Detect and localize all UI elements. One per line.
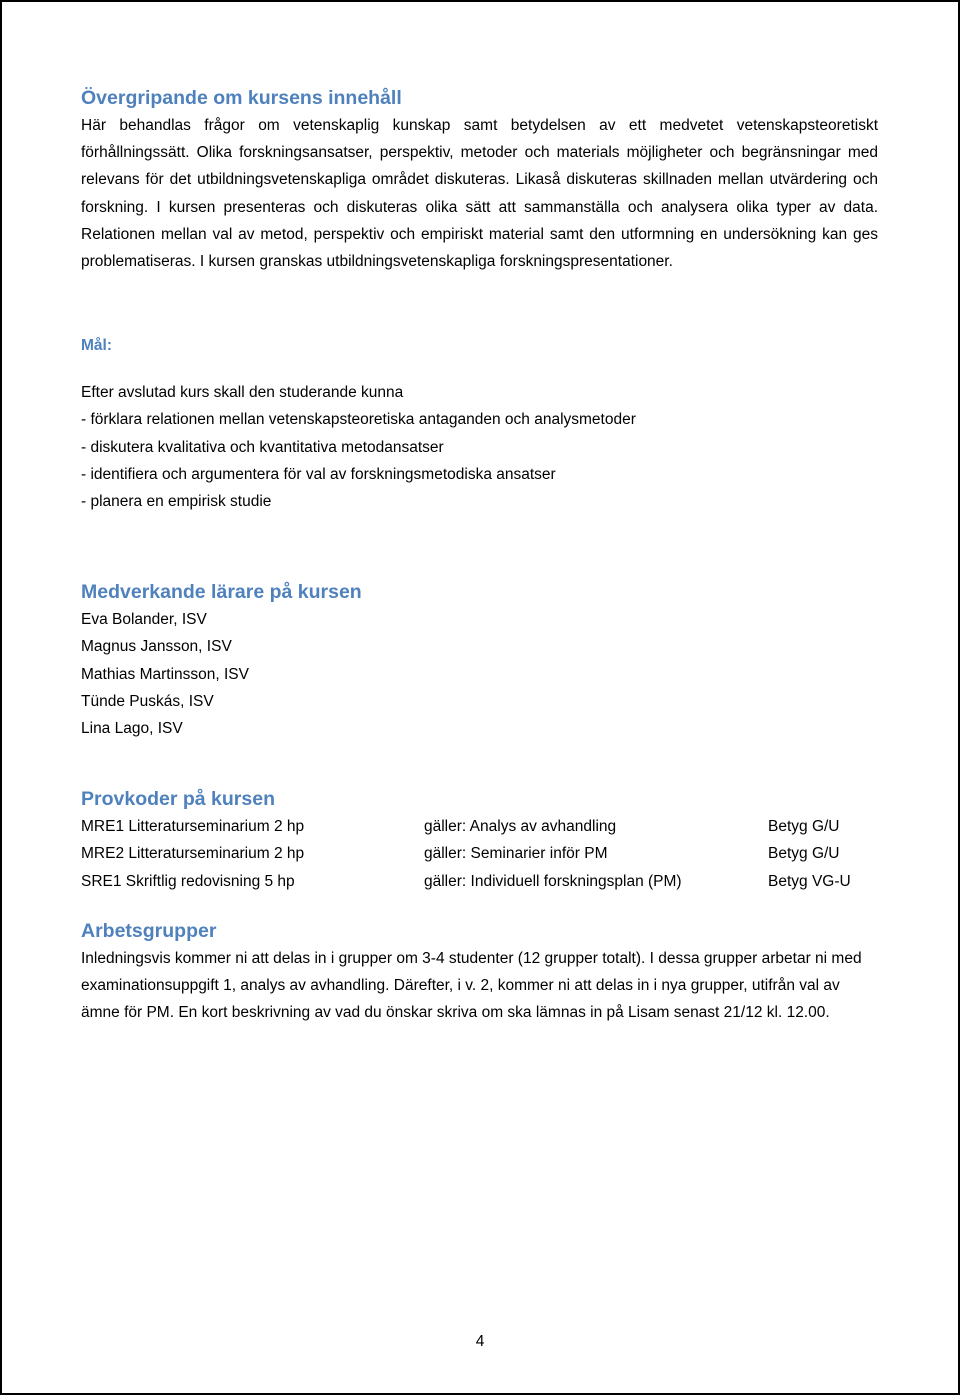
- workgroups-paragraph: Inledningsvis kommer ni att delas in i grupper om 3-4 studenter (12 grupper totalt). I dessa grupper arbetar ni med examinationsuppgift 1, analys av avhandling. Därefter, i v. 2, kommer ni att delas in i nya grupper, utifrån val av ämne för PM. En kort beskrivning av vad du önskar skriva om ska lämnas in på Lisam senast 21/12 kl. 12.00.: [81, 949, 862, 1022]
- exam-code-cell: SRE1 Skriftlig redovisning 5 hp: [81, 872, 295, 890]
- exam-grade-cell: Betyg VG-U: [768, 872, 851, 890]
- workgroups-heading: Arbetsgrupper: [81, 919, 217, 942]
- goal-item: - förklara relationen mellan vetenskapsteoretiska antaganden och analysmetoder: [81, 411, 636, 429]
- teacher-name: Eva Bolander, ISV: [81, 611, 207, 629]
- exam-scope-cell: gäller: Analys av avhandling: [424, 818, 617, 836]
- exam-code-cell: MRE1 Litteraturseminarium 2 hp: [81, 818, 305, 836]
- exam-scope-cell: gäller: Seminarier inför PM: [424, 845, 608, 863]
- teachers-heading: Medverkande lärare på kursen: [81, 581, 362, 604]
- overview-paragraph: Här behandlas frågor om vetenskaplig kunskap samt betydelsen av ett medvetet vetenskapsteoretiskt förhållningssätt. Olika forskningsansatser, perspektiv, metoder och materials möjligheter och begränsningar med relevans för det utbildningsvetenskapliga området diskuteras. Likaså diskuteras skillnaden mellan utvärdering och forskning. I kursen presenteras och diskuteras olika sätt att sammanställa och analysera olika typer av data. Relationen mellan val av metod, perspektiv och empiriskt material samt den utformning en undersökning kan ges problematiseras. I kursen granskas utbildningsvetenskapliga forskningspresentationer.: [81, 117, 878, 271]
- goals-intro: Efter avslutad kurs skall den studerande kunna: [81, 384, 404, 402]
- exam-codes-heading: Provkoder på kursen: [81, 788, 275, 811]
- exam-grade-cell: Betyg G/U: [768, 845, 840, 863]
- page-content: [81, 84, 878, 1026]
- table-row: [81, 813, 851, 840]
- exam-grade-cell: Betyg G/U: [768, 818, 840, 836]
- teacher-name: Tünde Puskás, ISV: [81, 692, 214, 710]
- exam-scope-cell: gäller: Individuell forskningsplan (PM): [424, 872, 682, 890]
- goals-label: Mål:: [81, 337, 112, 355]
- overview-heading: Övergripande om kursens innehåll: [81, 87, 402, 109]
- goal-item: - identifiera och argumentera för val av forskningsmetodiska ansatser: [81, 465, 556, 483]
- goal-item: - diskutera kvalitativa och kvantitativa metodansatser: [81, 438, 444, 456]
- goal-item: - planera en empirisk studie: [81, 493, 272, 511]
- teacher-name: Magnus Jansson, ISV: [81, 638, 232, 656]
- exam-codes-table: [81, 813, 851, 895]
- teacher-name: Mathias Martinsson, ISV: [81, 665, 249, 683]
- page-number: 4: [475, 1333, 485, 1350]
- table-row: [81, 840, 851, 867]
- table-row: [81, 868, 851, 895]
- exam-code-cell: MRE2 Litteraturseminarium 2 hp: [81, 845, 305, 863]
- teacher-name: Lina Lago, ISV: [81, 720, 183, 738]
